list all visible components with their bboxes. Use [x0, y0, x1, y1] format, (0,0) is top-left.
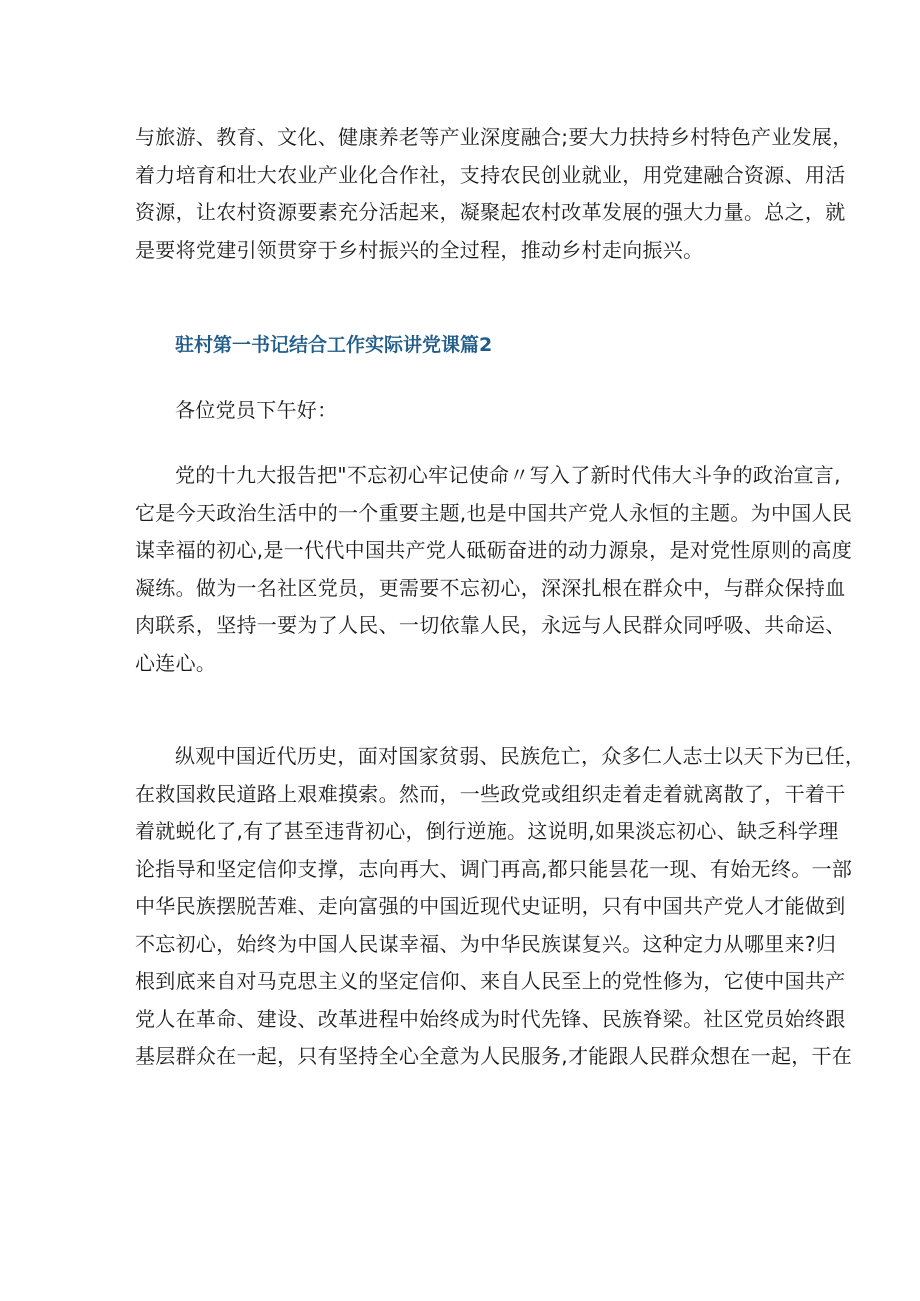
text-line: 纵观中国近代历史，面对国家贫弱、民族危亡，众多仁人志士以天下为已任，	[175, 744, 866, 768]
text-line: 根到底来自对马克思主义的坚定信仰、来自人民至上的党性修为，它使中国共产	[135, 969, 846, 993]
text-line: 肉联系，坚持一要为了人民、一切依靠人民，永远与人民群众同呼吸、共命运、	[135, 613, 846, 637]
text-line: 资源，让农村资源要素充分活起来，凝聚起农村改革发展的强大力量。总之，就	[135, 200, 846, 224]
text-line: 基层群众在一起，只有坚持全心全意为人民服务,才能跟人民群众想在一起，干在	[135, 1044, 853, 1068]
text-line: 与旅游、教育、文化、健康养老等产业深度融合;要大力扶持乡村特色产业发展，	[135, 125, 853, 149]
text-line: 着力培育和壮大农业产业化合作社，支持农民创业就业，用党建融合资源、用活	[135, 162, 846, 187]
text-line: 论指导和坚定信仰支撑，志向再大、调门再高,都只能昙花一现、有始无终。一部	[135, 856, 853, 881]
text-line: 党的十九大报告把"不忘初心牢记使命〃写入了新时代伟大斗争的政治宣言,	[175, 463, 841, 487]
text-line: 党人在革命、建设、改革进程中始终成为时代先锋、民族脊梁。社区党员始终跟	[135, 1006, 846, 1031]
text-line: 它是今天政治生活中的一个重要主题,也是中国共产党人永恒的主题。为中国人民	[135, 500, 853, 525]
text-line: 中华民族摆脱苦难、走向富强的中国近现代史证明，只有中国共产党人才能做到	[135, 894, 846, 918]
paragraph-2	[135, 457, 853, 682]
greeting	[135, 392, 795, 430]
text-line: 凝练。做为一名社区党员，更需要不忘初心，深深扎根在群众中，与群众保持血	[135, 575, 846, 600]
text-line: 是要将党建引领贯穿于乡村振兴的全过程，推动乡村走向振兴。	[135, 237, 704, 262]
paragraph-1	[135, 119, 853, 269]
text-line: 不忘初心，始终为中国人民谋幸福、为中华民族谋复兴。这种定力从哪里来?归	[135, 931, 837, 956]
text-line: 各位党员下午好：	[175, 398, 338, 422]
text-line: 在救国救民道路上艰难摸索。然而，一些政党或组织走着走着就离散了，干着干	[135, 781, 846, 806]
paragraph-3	[135, 738, 866, 1076]
text-line: 着就蜕化了,有了甚至违背初心，倒行逆施。这说明,如果淡忘初心、缺乏科学理	[135, 819, 839, 843]
section-heading: 驻村第一书记结合工作实际讲党课篇2	[175, 334, 493, 356]
text-line: 谋幸福的初心,是一代代中国共产党人砥砺奋进的动力源泉，是对党性原则的高度	[135, 538, 853, 562]
text-line: 心连心。	[135, 650, 217, 675]
